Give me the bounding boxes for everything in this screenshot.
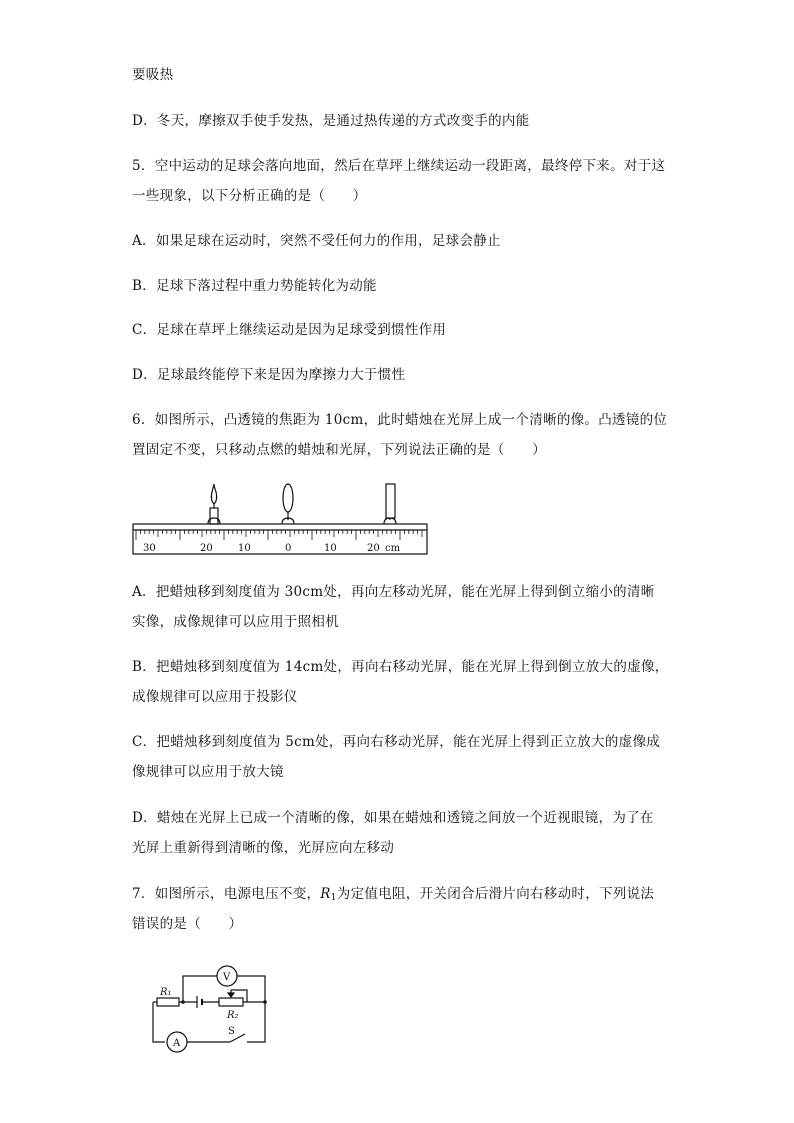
ruler-label: 30 [143, 543, 156, 554]
q6-option-a: A．把蜡烛移到刻度值为 30cm处，再向左移动光屏，能在光屏上得到倒立缩小的清晰 [132, 584, 655, 600]
q6-option-b: 成像规律可以应用于投影仪 [132, 689, 298, 705]
circuit-diagram [135, 962, 280, 1057]
q6-option-d: D．蜡烛在光屏上已成一个清晰的像，如果在蜡烛和透镜之间放一个近视眼镜，为了在 [132, 810, 654, 826]
r2-resistor [219, 998, 243, 1006]
q6-option-c: C．把蜡烛移到刻度值为 5cm处，再向右移动光屏，能在光屏上得到正立放大的虚像成 [132, 734, 661, 750]
ruler-label: 10 [324, 543, 337, 554]
ammeter-label: A [173, 1038, 181, 1049]
q6-option-c: 像规律可以应用于放大镜 [132, 764, 284, 780]
ruler-label: 20 [367, 543, 380, 554]
q5-option-b: B．足球下落过程中重力势能转化为动能 [132, 278, 377, 294]
r2-label: R₂ [227, 1010, 239, 1021]
r1-resistor [157, 998, 179, 1006]
q6-option-d: 光屏上重新得到清晰的像，光屏应向左移动 [132, 840, 395, 856]
ruler-body [133, 524, 427, 554]
question-7-stem: 7．如图所示，电源电压不变，$R_1$为定值电阻，开关闭合后滑片向右移动时，下列说法 [132, 886, 655, 903]
candle-body [210, 508, 218, 524]
light-screen [386, 484, 395, 518]
q5-option-a: A．如果足球在运动时，突然不受任何力的作用，足球会静止 [132, 233, 501, 249]
candle-flame [211, 484, 216, 504]
ruler-label: 10 [238, 543, 251, 554]
optical-bench-figure [130, 480, 430, 560]
q6-option-a: 实像，成像规律可以应用于照相机 [132, 614, 339, 630]
convex-lens [283, 484, 293, 512]
question-6-stem: 置固定不变，只移动点燃的蜡烛和光屏，下列说法正确的是（ ） [132, 442, 546, 458]
question-7-stem: 错误的是（ ） [132, 916, 243, 932]
ruler-label: 0 [285, 543, 292, 554]
text-line: 要吸热 [132, 67, 174, 83]
q6-option-b: B．把蜡烛移到刻度值为 14cm处，再向右移动光屏，能在光屏上得到倒立放大的虚像， [132, 659, 669, 675]
q5-option-d: D．足球最终能停下来是因为摩擦力大于惯性 [132, 367, 406, 383]
question-5-stem: 5．空中运动的足球会落向地面，然后在草坪上继续运动一段距离，最终停下来。对于这 [132, 158, 666, 174]
question-5-stem: 一些现象，以下分析正确的是（ ） [132, 188, 367, 204]
voltmeter-label: V [223, 972, 231, 983]
r1-label: R₁ [160, 987, 172, 998]
text-line: D．冬天，摩擦双手使手发热，是通过热传递的方式改变手的内能 [132, 113, 530, 129]
ruler-label: cm [385, 543, 401, 554]
question-6-stem: 6．如图所示，凸透镜的焦距为 10cm，此时蜡烛在光屏上成一个清晰的像。凸透镜的位 [132, 412, 668, 428]
switch-label: S [228, 1026, 235, 1037]
ruler-label: 20 [200, 543, 213, 554]
q5-option-c: C．足球在草坪上继续运动是因为足球受到惯性作用 [132, 322, 447, 338]
